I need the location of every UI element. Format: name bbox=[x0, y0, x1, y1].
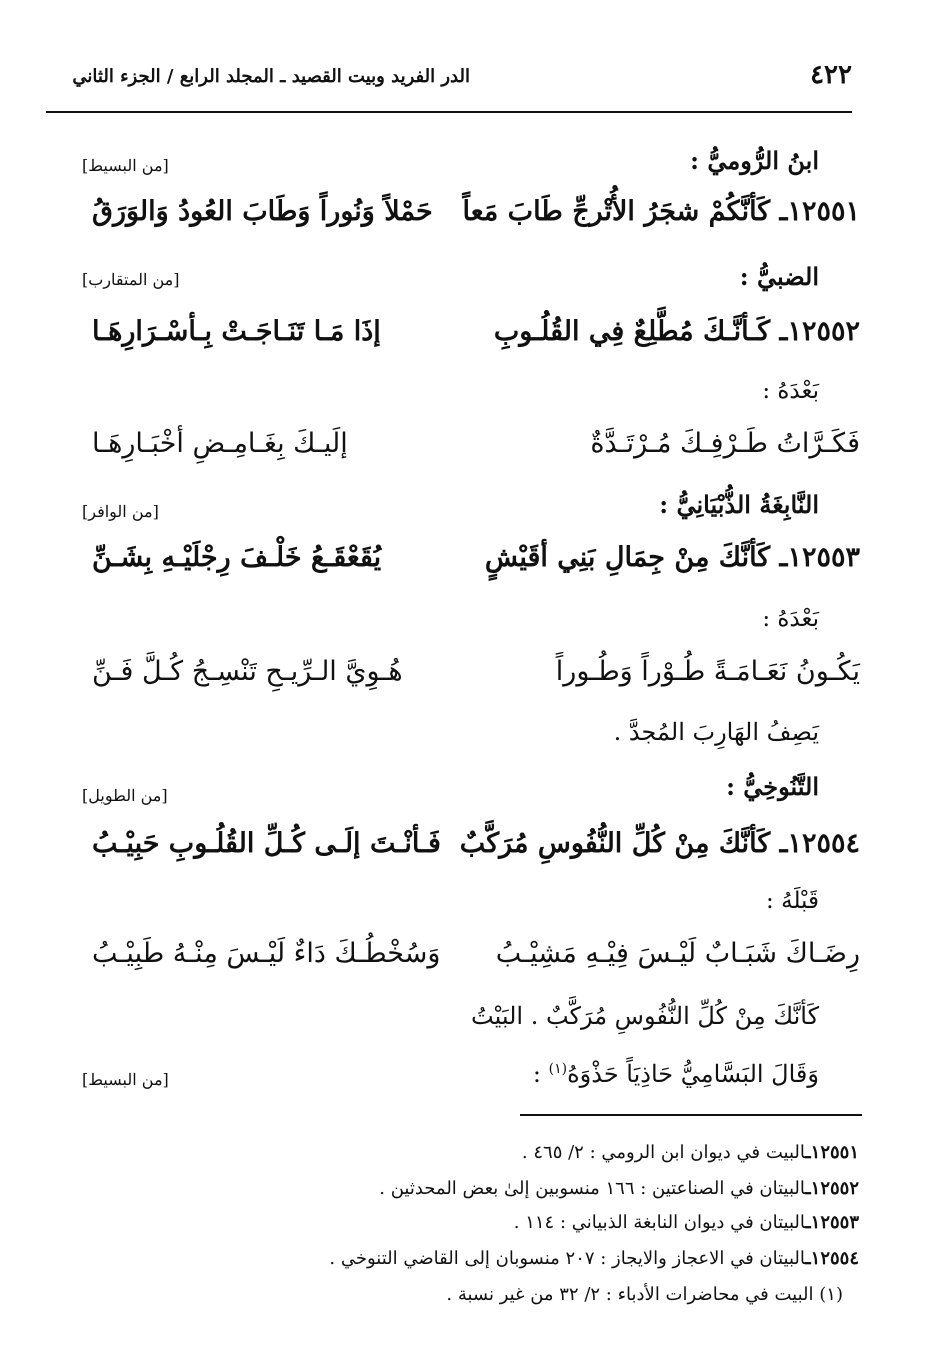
verse-first-hemistich: ١٢٥٥٤ـ كَأنَّكَ مِنْ كُلِّ النُّفُوسِ مُرَكَّبٌ bbox=[459, 828, 860, 859]
verse-first-hemistich: ١٢٥٥٣ـ كَأنَّكَ مِنْ جِمَالِ بَنِي أقَيْشٍ bbox=[484, 542, 860, 573]
verse-second-hemistich: إذَا مَـا تَنَـاجَـتْ بِـأسْـرَارِهَـا bbox=[92, 316, 381, 347]
commentary: يَصِفُ الهَارِبَ المُجدَّ . bbox=[613, 718, 819, 746]
meter-label: [من البسيط] bbox=[82, 1070, 169, 1089]
footnote-divider bbox=[520, 1114, 862, 1116]
note-label-after: بَعْدَهُ : bbox=[762, 378, 819, 404]
verse-first-hemistich: يَكُـونُ نَعَـامَـةً طُـوْراً وَطُـوراً bbox=[555, 656, 860, 687]
poet-name: الضبيُّ : bbox=[739, 262, 819, 291]
verse-second-hemistich: فَـأنْـتَ إلَـى كُـلِّ القُلُـوبِ حَبِيْـبُ bbox=[92, 828, 441, 859]
commentary: كَأنَّكَ مِنْ كُلِّ النُّفُوسِ مُرَكَّبٌ . البَيْتُ bbox=[471, 1002, 819, 1030]
footnote-number: ١٢٥٥٢ـ bbox=[805, 1178, 859, 1199]
footnote-marker: (١) bbox=[548, 1061, 568, 1077]
closing-colon: : bbox=[532, 1060, 541, 1088]
verse-12551 bbox=[92, 196, 860, 246]
page-number: ٤٢٢ bbox=[810, 60, 852, 90]
verse-first-hemistich: ١٢٥٥٢ـ كَـأنَّـكَ مُطَّلِعٌ فِي القُلُـوبِ bbox=[493, 316, 860, 347]
verse-first-hemistich: فَكَـرَّاتُ طَـرْفِـكَ مُـرْتَـدَّةٌ bbox=[590, 428, 860, 459]
meter-label: [من الطويل] bbox=[82, 786, 168, 805]
meter-label: [من الوافر] bbox=[82, 502, 159, 521]
extra-verse bbox=[92, 938, 860, 988]
poet-name: النَّابِغَةُ الذُّبْيَانِيُّ : bbox=[659, 490, 819, 519]
closing-text: وَقَالَ البَسَّامِيُّ حَاذِيَاً حَذْوَهُ bbox=[567, 1060, 819, 1088]
extra-verse bbox=[92, 656, 860, 706]
verse-second-hemistich: حَمْلاً وَنُوراً وَطَابَ العُودُ وَالوَرَقُ bbox=[92, 196, 433, 227]
extra-verse bbox=[92, 428, 860, 478]
header-divider bbox=[46, 111, 852, 113]
footnote-text: البيت في ديوان ابن الرومي : ٢/ ٤٦٥ . bbox=[521, 1142, 806, 1163]
verse-12553 bbox=[92, 542, 860, 592]
footnote-text: البيتان في الاعجاز والايجاز : ٢٠٧ منسوبان إلى القاضي التنوخي . bbox=[329, 1248, 806, 1269]
closing-line bbox=[533, 1060, 819, 1088]
meter-label: [من البسيط] bbox=[82, 156, 169, 175]
verse-second-hemistich: إلَيـكَ بِغَـامِـضِ أخْبَـارِهَـا bbox=[92, 428, 348, 459]
verse-first-hemistich: ١٢٥٥١ـ كَأنَّكُمْ شجَرُ الأُتْرجِّ طَابَ مَعاً bbox=[462, 196, 860, 227]
footnote-text: البيتان في ديوان النابغة الذبياني : ١١٤ . bbox=[513, 1212, 806, 1233]
poet-name: التَّنُوخِيُّ : bbox=[726, 772, 819, 801]
footnote-text: البيتان في الصناعتين : ١٦٦ منسوبين إلىٰ بعض المحدثين . bbox=[379, 1178, 806, 1199]
verse-12552 bbox=[92, 316, 860, 366]
footnote-number: ١٢٥٥٣ـ bbox=[805, 1212, 859, 1233]
footnote-number: ١٢٥٥١ـ bbox=[805, 1142, 859, 1163]
footnote bbox=[514, 1212, 859, 1233]
verse-12554 bbox=[92, 828, 860, 878]
footnote bbox=[446, 1284, 843, 1305]
footnote bbox=[522, 1142, 859, 1163]
footnote-number: (١) bbox=[819, 1284, 843, 1305]
footnote bbox=[329, 1248, 859, 1269]
running-header: الدر الفريد وبيت القصيد ـ المجلد الرابع / الجزء الثاني bbox=[72, 66, 470, 87]
note-label-after: بَعْدَهُ : bbox=[762, 606, 819, 632]
verse-second-hemistich: وَسُخْطُـكَ دَاءٌ لَيْـسَ مِنْـهُ طَبِيْـبُ bbox=[92, 938, 441, 969]
footnote-text: البيت في محاضرات الأدباء : ٢/ ٣٢ من غير نسبة . bbox=[446, 1284, 814, 1305]
meter-label: [من المتقارب] bbox=[82, 270, 180, 289]
verse-second-hemistich: يُقَعْقَـعُ خَلْـفَ رِجْلَيْـهِ بِشَـنِّ bbox=[92, 542, 382, 573]
note-label-before: قَبْلَهُ : bbox=[766, 888, 819, 914]
footnote bbox=[379, 1178, 859, 1199]
verse-first-hemistich: رِضَـاكَ شَبَـابٌ لَيْـسَ فِيْـهِ مَشِيْـبُ bbox=[495, 938, 860, 969]
verse-second-hemistich: هُـوِيَّ الـرِّيـحِ تَنْسِـجُ كُـلَّ فَـنِّ bbox=[92, 656, 403, 687]
footnote-number: ١٢٥٥٤ـ bbox=[805, 1248, 859, 1269]
poet-name: ابنُ الرُّوميُّ : bbox=[690, 146, 819, 175]
